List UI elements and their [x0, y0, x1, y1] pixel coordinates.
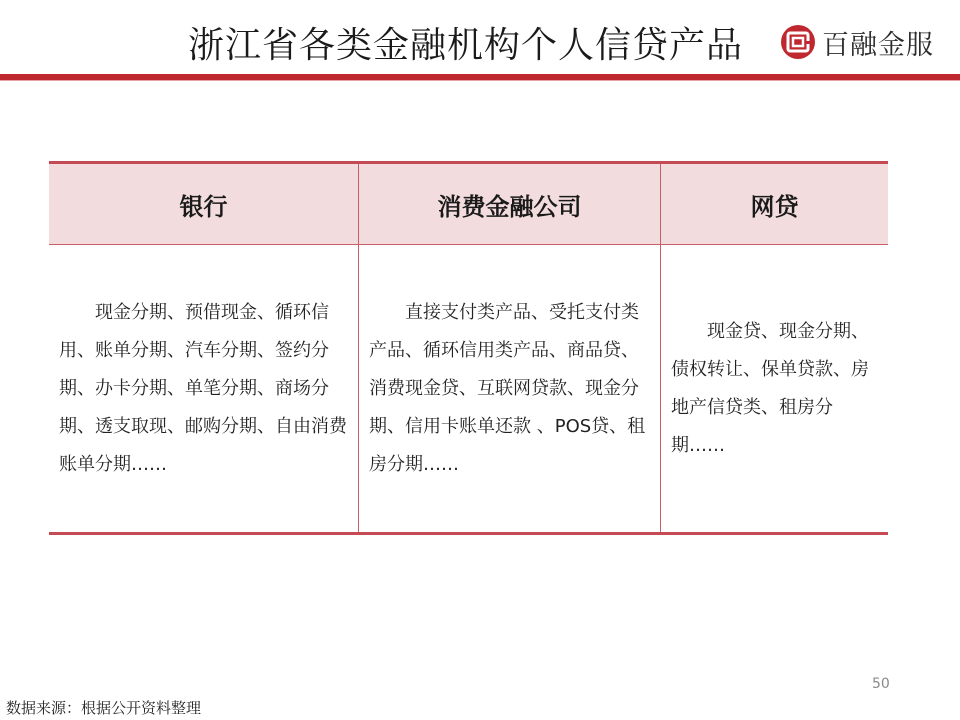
title-rule-thin — [0, 80, 960, 81]
slide-title: 浙江省各类金融机构个人信贷产品 — [188, 25, 744, 66]
cell-consumer-finance — [359, 245, 661, 532]
header-consumer-finance: 消费金融公司 — [359, 164, 661, 244]
page-number: 50 — [872, 676, 890, 692]
cell-p2p — [661, 245, 888, 532]
logo-text: 百融金服 — [822, 29, 934, 61]
cell-p2p-text: 现金贷、现金分期、债权转让、保单贷款、房地产信贷类、租房分期…… — [671, 320, 869, 456]
baironghui-logo-icon — [780, 24, 816, 60]
header-bank: 银行 — [49, 164, 359, 244]
header-p2p: 网贷 — [750, 192, 799, 221]
product-table — [49, 161, 888, 535]
table-header-row — [49, 164, 888, 245]
brand-logo — [780, 22, 934, 62]
cell-bank — [49, 245, 359, 532]
cell-bank-text: 现金分期、预借现金、循环信用、账单分期、汽车分期、签约分期、办卡分期、单笔分期、商场分期、透支取现、邮购分期、自由消费账单分期…… — [59, 301, 347, 475]
cell-consumer-finance-text: 直接支付类产品、受托支付类产品、循环信用类产品、商品贷、消费现金贷、互联网贷款、现金分期、信用卡账单还款 、POS贷、租房分期…… — [369, 301, 646, 475]
source-note: 数据来源：根据公开资料整理 — [6, 699, 202, 717]
table-body-row — [49, 245, 888, 532]
